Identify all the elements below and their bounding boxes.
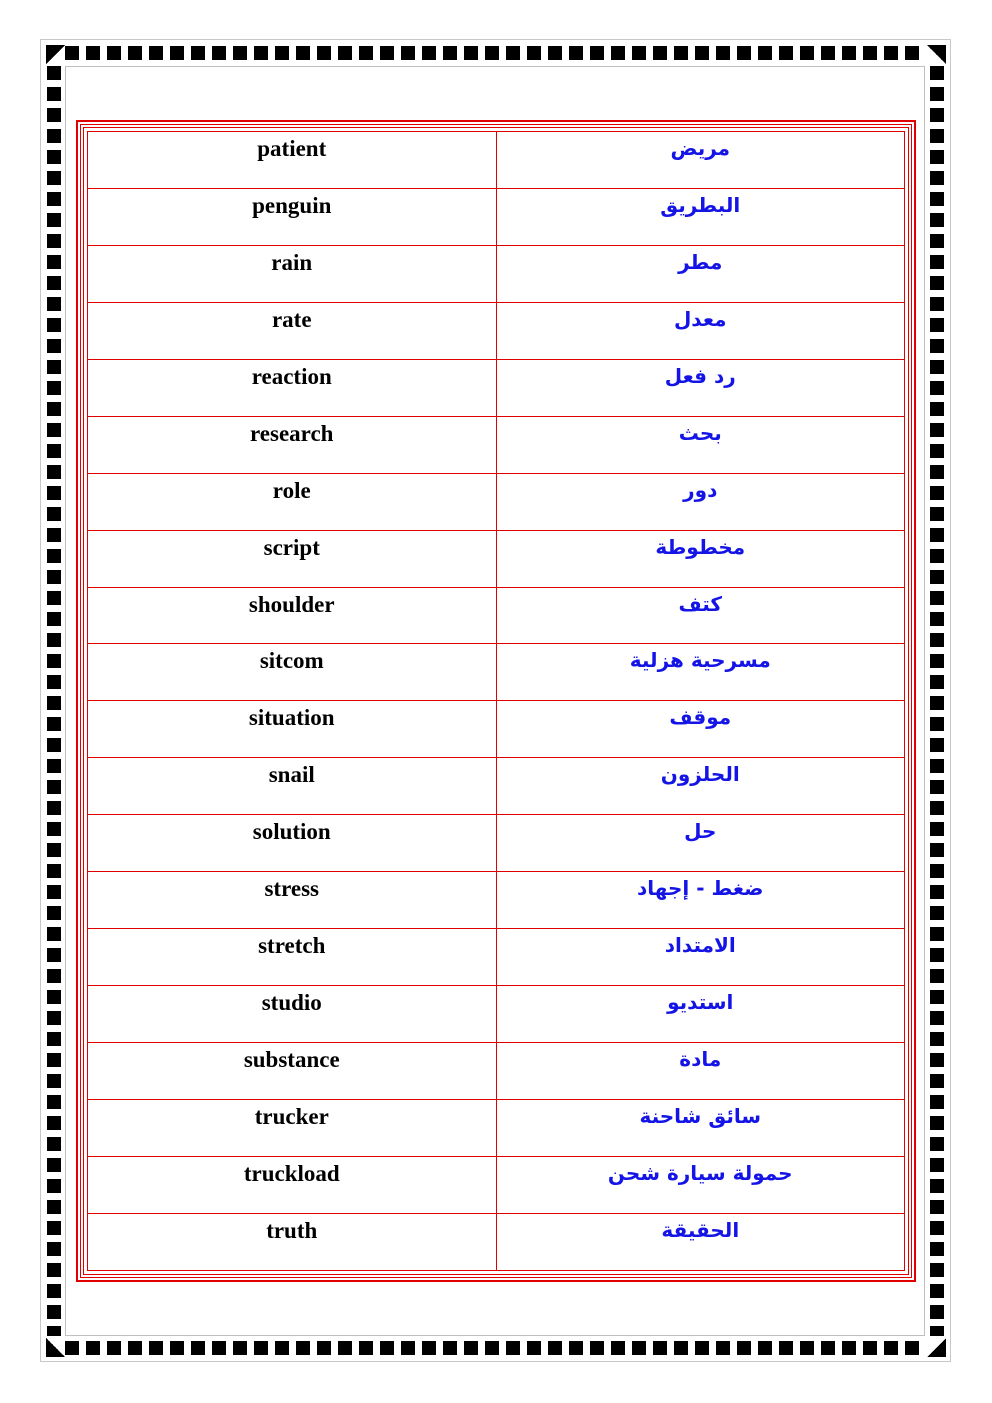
table-row [88, 1213, 905, 1270]
table-row [88, 929, 905, 986]
english-word: script [88, 530, 497, 587]
english-word: rate [88, 302, 497, 359]
dashed-border-right [930, 66, 944, 1336]
table-row [88, 1156, 905, 1213]
arabic-translation: حل [496, 815, 905, 872]
arabic-translation: مخطوطة [496, 530, 905, 587]
arabic-translation: معدل [496, 302, 905, 359]
english-word: shoulder [88, 587, 497, 644]
table-row [88, 416, 905, 473]
vocabulary-table [87, 131, 905, 1271]
arabic-translation: البطريق [496, 188, 905, 245]
table-row [88, 132, 905, 189]
english-word: sitcom [88, 644, 497, 701]
english-word: solution [88, 815, 497, 872]
border-corner-top-left [46, 45, 65, 64]
arabic-translation: مسرحية هزلية [496, 644, 905, 701]
arabic-translation: رد فعل [496, 359, 905, 416]
arabic-translation: الامتداد [496, 929, 905, 986]
arabic-translation: ضغط - إجهاد [496, 872, 905, 929]
english-word: snail [88, 758, 497, 815]
english-word: penguin [88, 188, 497, 245]
table-row [88, 530, 905, 587]
dashed-border-bottom [65, 1341, 925, 1355]
table-row [88, 701, 905, 758]
arabic-translation: الحلزون [496, 758, 905, 815]
arabic-translation: مطر [496, 245, 905, 302]
english-word: stretch [88, 929, 497, 986]
arabic-translation: استديو [496, 986, 905, 1043]
english-word: truth [88, 1213, 497, 1270]
arabic-translation: الحقيقة [496, 1213, 905, 1270]
arabic-translation: دور [496, 473, 905, 530]
english-word: studio [88, 986, 497, 1043]
table-row [88, 359, 905, 416]
english-word: rain [88, 245, 497, 302]
english-word: trucker [88, 1099, 497, 1156]
english-word: patient [88, 132, 497, 189]
table-row [88, 986, 905, 1043]
vocabulary-table-frame [76, 120, 916, 1282]
border-corner-bottom-left [46, 1338, 65, 1357]
border-corner-top-right [927, 45, 946, 64]
table-row [88, 1099, 905, 1156]
arabic-translation: سائق شاحنة [496, 1099, 905, 1156]
arabic-translation: مادة [496, 1043, 905, 1100]
english-word: research [88, 416, 497, 473]
arabic-translation: حمولة سيارة شحن [496, 1156, 905, 1213]
english-word: stress [88, 872, 497, 929]
table-row [88, 644, 905, 701]
table-row [88, 1043, 905, 1100]
arabic-translation: موقف [496, 701, 905, 758]
dashed-border-top [65, 46, 925, 60]
english-word: situation [88, 701, 497, 758]
table-row [88, 587, 905, 644]
english-word: substance [88, 1043, 497, 1100]
table-row [88, 188, 905, 245]
english-word: reaction [88, 359, 497, 416]
arabic-translation: كتف [496, 587, 905, 644]
dashed-border-left [47, 66, 61, 1336]
table-row [88, 245, 905, 302]
table-row [88, 473, 905, 530]
table-row [88, 302, 905, 359]
table-row [88, 815, 905, 872]
arabic-translation: مريض [496, 132, 905, 189]
border-corner-bottom-right [927, 1338, 946, 1357]
table-row [88, 872, 905, 929]
arabic-translation: بحث [496, 416, 905, 473]
english-word: role [88, 473, 497, 530]
english-word: truckload [88, 1156, 497, 1213]
table-row [88, 758, 905, 815]
